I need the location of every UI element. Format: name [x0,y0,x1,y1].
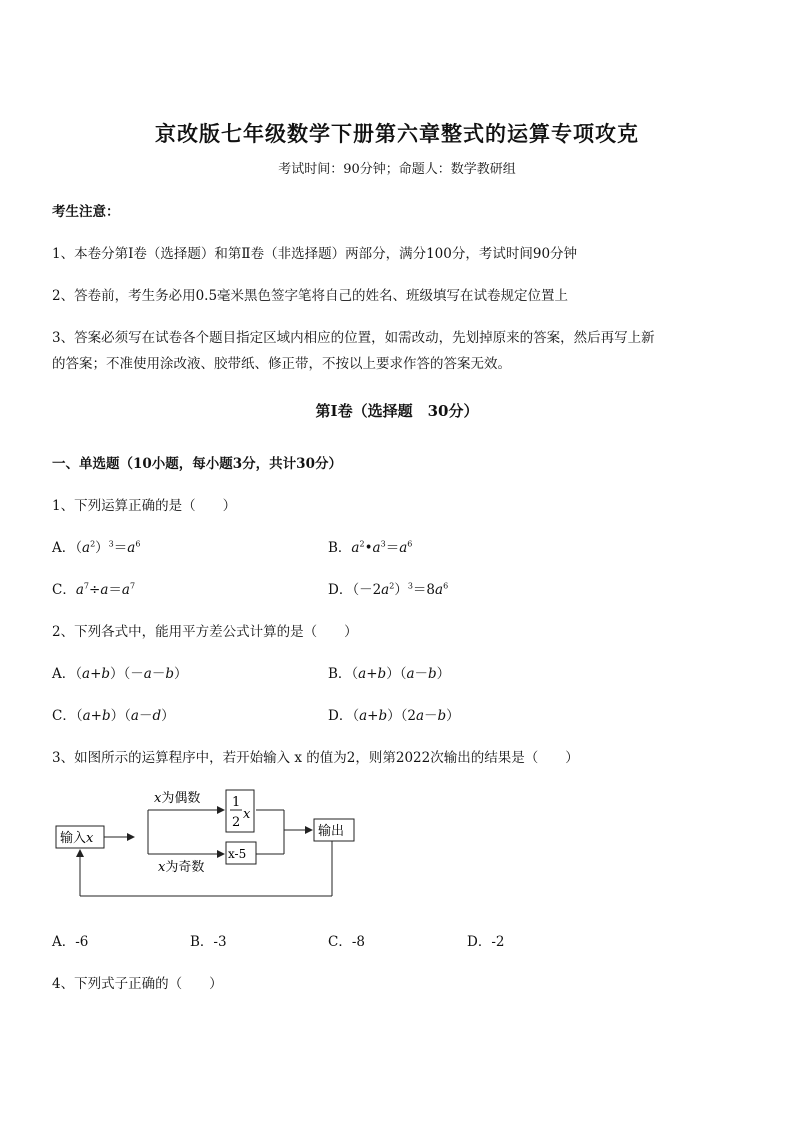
part-heading: 一、单选题（10小题，每小题3分，共计30分） [52,456,342,472]
q2-option-c-label: C． [52,708,76,724]
flow-even-label: x为偶数 [154,791,201,806]
q1-option-b: B．$a^2•a^3=a^6$ [328,539,413,556]
question-1-stem: 1、下列运算正确的是（ ） [52,498,237,514]
question-3-stem: 3、如图所示的运算程序中，若开始输入 x 的值为2，则第2022次输出的结果是（ ） [52,750,579,766]
exam-info: 考试时间：90分钟；命题人：数学教研组 [278,162,516,177]
notice-item-2: 2、答卷前，考生务必用0.5毫米黑色签字笔将自己的姓名、班级填写在试卷规定位置上 [52,288,569,304]
page-title: 京改版七年级数学下册第六章整式的运算专项攻克 [155,121,639,146]
q2-option-d-label: D． [328,708,353,724]
q2-option-a: A．（a+b）（－a－b） [52,666,188,682]
question-4-stem: 4、下列式子正确的（ ） [52,976,223,992]
flow-input-text: 输入x [60,831,94,846]
q2-option-a-label: A． [52,666,76,682]
question-2-stem: 2、下列各式中，能用平方差公式计算的是（ ） [52,624,358,640]
q3-option-b: B．-3 [190,934,227,950]
flow-minus-text: x-5 [228,847,247,861]
notice-heading: 考生注意： [52,204,120,220]
q2-option-d: D．（a+b）（2a－b） [328,708,460,724]
q1-option-b-label: B． [328,540,352,556]
flowchart-diagram [50,782,370,907]
q3-option-c: C．-8 [328,934,365,950]
q1-option-d: D．$(-2a^2)^3=8a^6$ [328,581,449,598]
notice-item-3-cont: 的答案；不准使用涂改液、胶带纸、修正带，不按以上要求作答的答案无效。 [52,356,511,372]
q2-option-b: B．（a+b）（a－b） [328,666,451,682]
flow-half-var: x [243,807,251,822]
q1-option-c-label: C． [52,582,76,598]
q1-option-c: C．$a^7\div a=a^7$ [52,581,136,598]
section-title: 第Ⅰ卷（选择题 30分） [315,402,479,420]
q3-option-d: D．-2 [467,934,505,950]
q1-option-d-label: D． [328,582,353,598]
q1-option-a: A．$(a^2)^3=a^6$ [52,539,141,556]
q2-option-c: C．（a+b）（a－d） [52,708,175,724]
q1-option-a-label: A． [52,540,76,556]
notice-item-1: 1、本卷分第Ⅰ卷（选择题）和第Ⅱ卷（非选择题）两部分，满分100分，考试时间90分钟 [52,246,578,262]
q3-option-a: A．-6 [52,934,89,950]
flow-odd-label: x为奇数 [158,860,205,875]
flow-output-text: 输出 [318,824,345,839]
q2-option-b-label: B． [328,666,352,682]
flow-half-num: 1 [232,795,241,810]
notice-item-3: 3、答案必须写在试卷各个题目指定区域内相应的位置，如需改动，先划掉原来的答案，然后再写上新 [52,330,655,346]
flow-half-den: 2 [232,815,241,830]
